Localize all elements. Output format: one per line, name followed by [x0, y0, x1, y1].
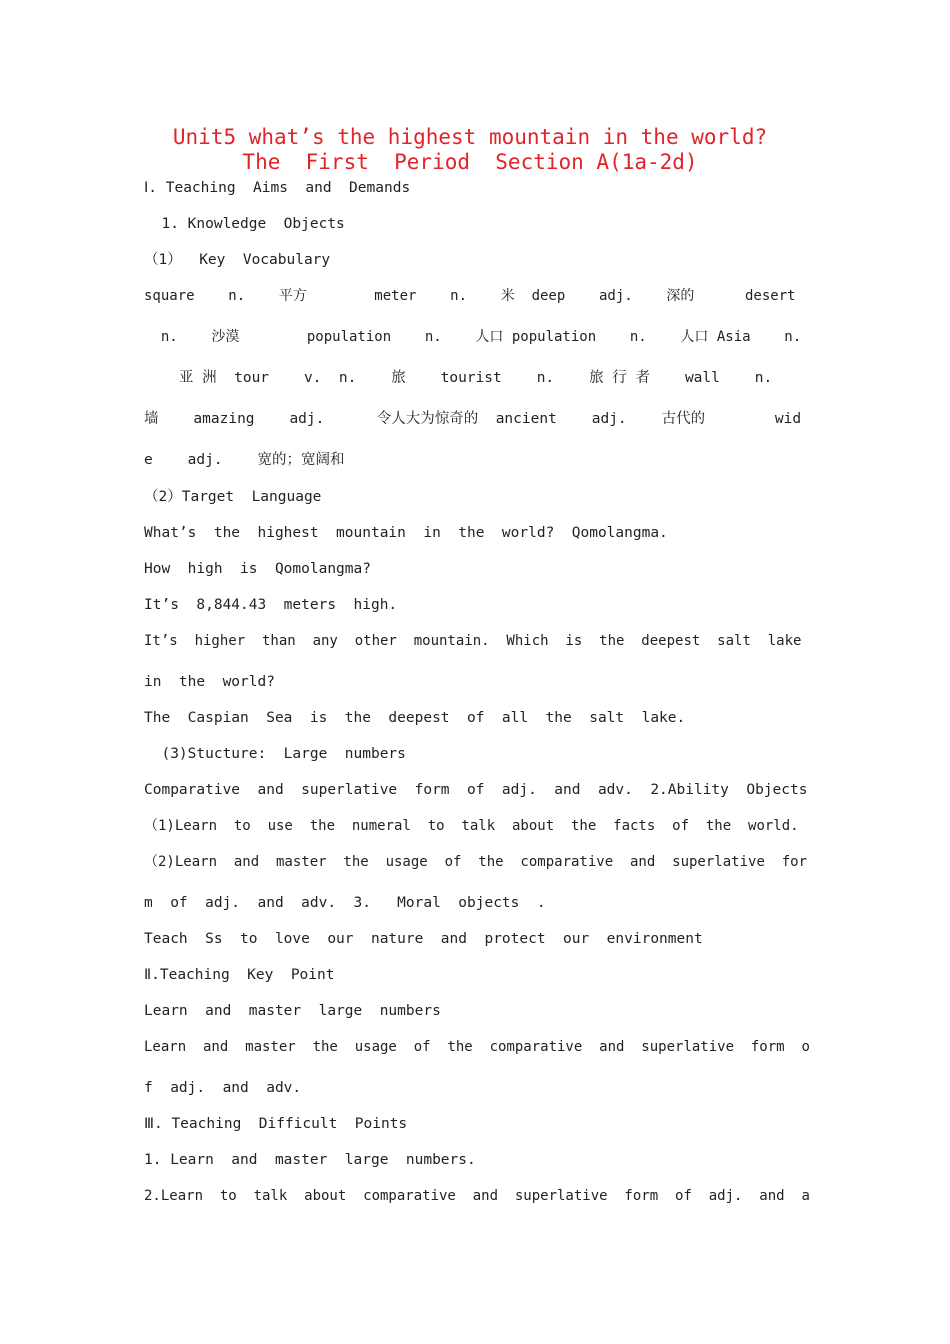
- vocabulary-line: square n. 平方 meter n. 米 deep adj. 深的 desert: [144, 288, 796, 304]
- body-text-line: The Caspian Sea is the deepest of all the salt lake.: [144, 710, 686, 726]
- body-text-line: Teach Ss to love our nature and protect our environment: [144, 931, 703, 947]
- subheading-target-language: （2）Target Language: [144, 489, 322, 505]
- document-title-line-2: The First Period Section A(1a-2d): [242, 150, 698, 174]
- body-text-line: It’s higher than any other mountain. Which is the deepest salt lake: [144, 633, 802, 649]
- subheading-knowledge-objects: 1. Knowledge Objects: [144, 216, 345, 232]
- body-text-line: 2.Learn to talk about comparative and superlative form of adj. and a: [144, 1188, 810, 1204]
- body-text-line: f adj. and adv.: [144, 1080, 302, 1096]
- body-text-line: m of adj. and adv. 3. Moral objects .: [144, 895, 546, 911]
- section-heading-teaching-difficult-points: Ⅲ. Teaching Difficult Points: [144, 1116, 408, 1132]
- body-text-line: （1)Learn to use the numeral to talk about the facts of the world.: [144, 818, 799, 834]
- subheading-structure: (3)Stucture: Large numbers: [144, 746, 406, 762]
- body-text-line: Learn and master large numbers: [144, 1003, 441, 1019]
- body-text-line: Learn and master the usage of the comparative and superlative form o: [144, 1039, 810, 1055]
- section-heading-teaching-key-point: Ⅱ.Teaching Key Point: [144, 967, 335, 983]
- section-heading-teaching-aims: Ⅰ. Teaching Aims and Demands: [144, 180, 411, 196]
- body-text-line: How high is Qomolangma?: [144, 561, 371, 577]
- subheading-key-vocabulary: （1） Key Vocabulary: [144, 252, 331, 268]
- document-title-line-1: Unit5 what’s the highest mountain in the world?: [172, 125, 768, 149]
- vocabulary-line: n. 沙漠 population n. 人口 population n. 人口 Asia n.: [144, 329, 802, 345]
- body-text-line: Comparative and superlative form of adj. and adv. 2.Ability Objects: [144, 782, 808, 798]
- vocabulary-line: 墙 amazing adj. 令人大为惊奇的 ancient adj. 古代的 wid: [144, 411, 802, 427]
- body-text-line: What’s the highest mountain in the world? Qomolangma.: [144, 525, 668, 541]
- vocabulary-line: 亚 洲 tour v. n. 旅 tourist n. 旅 行 者 wall n.: [144, 370, 773, 386]
- body-text-line: 1. Learn and master large numbers.: [144, 1152, 476, 1168]
- vocabulary-line: e adj. 宽的；宽阔和: [144, 452, 345, 468]
- body-text-line: in the world?: [144, 674, 275, 690]
- body-text-line: （2)Learn and master the usage of the comparative and superlative for: [144, 854, 808, 870]
- body-text-line: It’s 8,844.43 meters high.: [144, 597, 398, 613]
